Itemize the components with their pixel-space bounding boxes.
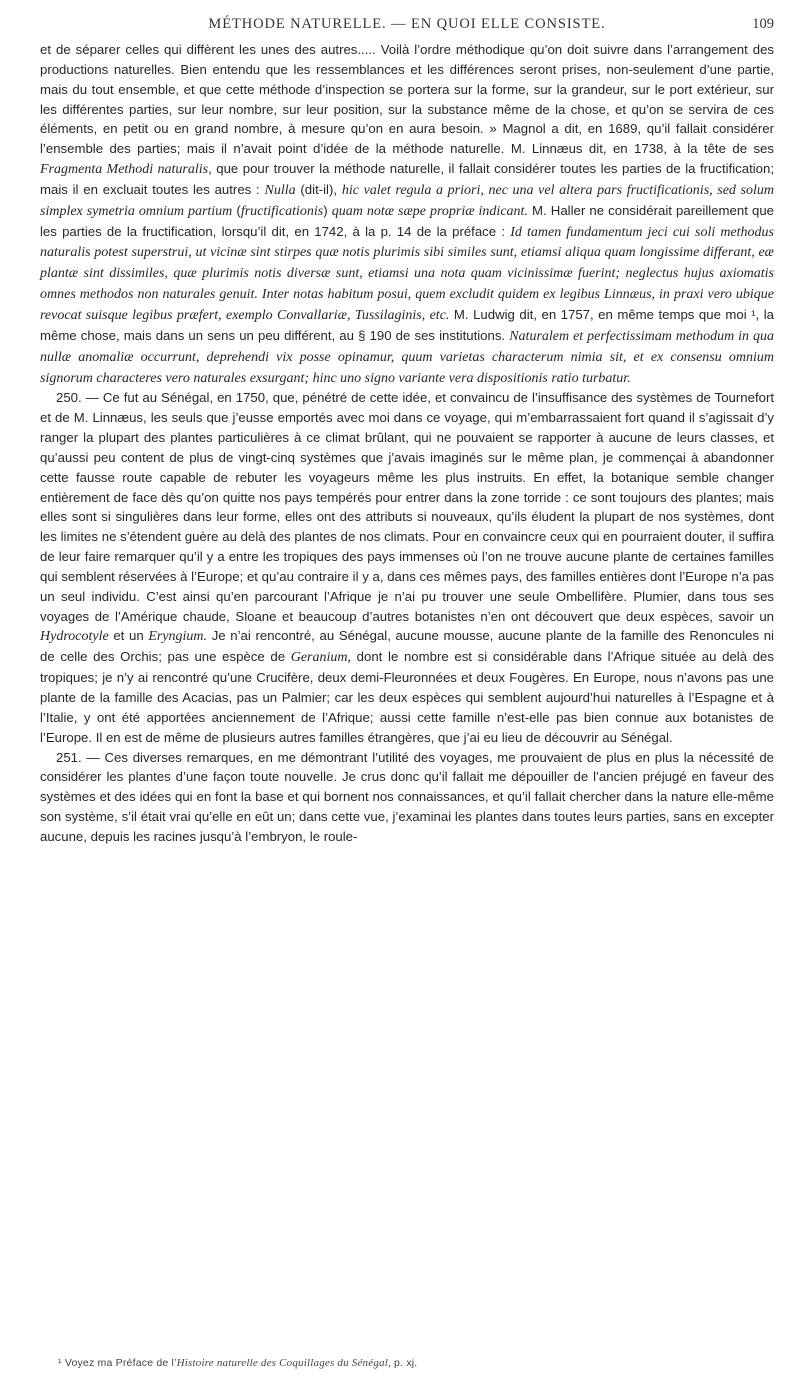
- text-run: ): [323, 202, 332, 218]
- text-run: 250. — Ce fut au Sénégal, en 1750, que, pénétré de cette idée, et convaincu de l’insuffisance des systèmes de Tournefort et de M. Linnæus, les seuls que j’eusse emportés avec moi dans ce voyage, qui m’embarrassaient fort quand il s’agissait d’y ranger la plupart des plantes particulières à ce climat brûlant, qui ne pouvaient se rapporter à aucune de leurs classes, et qu’aussi peu content de plus de vingt-cinq systèmes que j’avais imaginés sur le même plan, je commençai à abandonner cette fausse route capable de rebuter les voyageurs même les plus instruits. En effet, la botanique semble changer entièrement de face dès qu’on quitte nos pays tempérés pour entrer dans la zone torride : ce sont toujours des plantes; mais elles sont si singulières dans leur forme, elles ont des attributs si nouveaux, qu’ils éludent la plupart de nos systèmes, dont les limites ne s’étendent guère au delà des plantes de nos climats. Pour en convaincre ceux qui en pourraient douter, il suffira de leur faire remarquer qu’il y a entre les tropiques des pays immenses où l’on ne trouve aucune plante de certaines familles qui semblent réservées à l’Europe; et qu’au contraire il y a, dans ces mêmes pays, des familles entières dont l’Europe n’a pas un seul individu. C’est ainsi qu’en parcourant l’Afrique je n’ai pu trouver une seule Ombellifère. Plumier, dans tous ses voyages de l’Amérique chaude, Sloane et beaucoup d’autres botanistes n’en ont découvert que deux espèces, savoir un: [40, 390, 774, 624]
- italic-text: Hydrocotyle: [40, 629, 109, 645]
- italic-text: Nulla: [264, 182, 296, 198]
- italic-text: Id tamen fundamentum jeci cui soli methodus naturalis potest superstrui, ut vicinæ sint stirpes quæ notis plurimis sibi similes sunt, etiamsi aliqua quam longissime differant, eæ plantæ sint dissimiles, quæ plurimis notis diversæ sunt, etiamsi una nota quam vicinissimæ fuerint; neglectus hujus axiomatis omnes methodos non naturales genuit. Inter notas habitum posui, quem excludit quidem ex legibus Linnæus, in praxi vero ubique revocat suisque legibus præfert, exemplo Convallariæ, Tussilaginis, etc.: [40, 224, 774, 323]
- body-text: [40, 40, 774, 847]
- paragraph-251: [40, 748, 774, 847]
- footnote-marker: ¹: [58, 1357, 62, 1369]
- text-run: p. xj.: [390, 1357, 418, 1369]
- italic-text: Histoire naturelle des Coquillages du Sénégal,: [176, 1357, 391, 1369]
- text-run: Je n’ai rencontré, au Sénégal, aucune mousse, aucune plante de la famille des Renoncules ni de celle des Orchis; pas une espèce de: [40, 628, 774, 665]
- italic-text: Fragmenta Methodi naturalis: [40, 162, 209, 178]
- text-run: 251. — Ces diverses remarques, en me démontrant l’utilité des voyages, me prouvaient de plus en plus la nécessité de considérer les plantes d’une façon toute nouvelle. Je crus donc qu’il fallait me dépouiller de l’ancien préjugé en faveur des systèmes et des idées qui en font la base et qui bornent nos connaissances, et qu’il fallait chercher dans la nature elle-même son système, s’il était vrai qu’elle en eût un; dans cette vue, j’examinai les plantes dans toutes leurs parties, sans en excepter aucune, depuis les racines jusqu’à l’embryon, le roule-: [40, 749, 774, 844]
- paragraph-continued: [40, 40, 774, 388]
- footnote: [58, 1357, 774, 1369]
- text-run: et un: [108, 628, 149, 644]
- text-run: et de séparer celles qui diffèrent les unes des autres..... Voilà l’ordre méthodique qu’on doit suivre dans l’arrangement des productions naturelles. Bien entendu que les ressemblances et les différences seront prises, non-seulement d’une partie, mais du tout ensemble, et que cette méthode d’inspection se portera sur la forme, sur la grandeur, sur le port extérieur, sur les différentes parties, sur leur nombre, sur leur position, sur la substance même de la chose, et qu’on se servira de ces éléments, en petit ou en grand nombre, à mesure qu’on en aura besoin. » Magnol a dit, en 1689, qu’il fallait considérer l’ensemble des parties; mais il n’avait point d’idée de la méthode naturelle. M. Linnæus dit, en 1738, à la tête de ses: [40, 42, 774, 157]
- italic-text: hic valet regula a priori, nec una vel altera pars fructificationis, sed solum simplex symetria omnium partium: [40, 182, 774, 219]
- text-run: M. Ludwig dit, en 1757, en même temps que moi ¹, la même chose, mais dans un sens un peu différent, au § 190 de ses institutions.: [40, 306, 774, 343]
- text-run: (: [232, 202, 241, 218]
- running-title: MÉTHODE NATURELLE. — EN QUOI ELLE CONSISTE.: [208, 16, 606, 32]
- text-run: M. Haller ne considérait pareillement que les parties de la fructification, lorsqu’il dit, en 1742, à la p. 14 de la préface :: [40, 202, 774, 239]
- footnote-text: [62, 1357, 418, 1369]
- italic-text: Eryngium.: [148, 629, 208, 645]
- page-number: 109: [752, 16, 774, 32]
- running-head: [40, 16, 774, 36]
- italic-text: Geranium,: [290, 650, 351, 666]
- italic-text: Naturalem et perfectissimam methodum in qua nullæ anomaliæ occurrunt, deprehendi vix posse opinamur, quum varietas characterum nimia sit, et ex consensu omnium signorum characteres vero naturales exsurgant; hinc uno signo variante vera dispositionis ratio turbatur.: [40, 328, 774, 386]
- italic-text: fructificationis: [240, 203, 324, 219]
- paragraph-250: [40, 388, 774, 747]
- text-run: (dit-il),: [295, 181, 342, 197]
- text-run: , que pour trouver la méthode naturelle, il fallait considérer toutes les parties de la fructification; mais il en excluait toutes les autres :: [40, 161, 775, 197]
- text-run: Voyez ma Préface de l’: [61, 1357, 177, 1369]
- text-run: dont le nombre est si considérable dans l’Afrique située au delà des tropiques; je n’y ai rencontré qu’une Crucifère, deux demi-Fleuronnées et deux Fougères. En Europe, nous n’avons pas une plante de la famille des Acacias, pas un Palmier; car les deux espèces qui semblent aujourd’hui naturelles à l’Espagne et à l’Italie, y ont été apportées anciennement de l’Afrique; aussi cette famille n’est-elle pas bien connue aux botanistes de l’Europe. Il en est de même de plusieurs autres familles étrangères, que j’ai eu lieu de découvrir au Sénégal.: [40, 649, 774, 745]
- italic-text: quam notæ sæpe propriæ indicant.: [331, 203, 528, 219]
